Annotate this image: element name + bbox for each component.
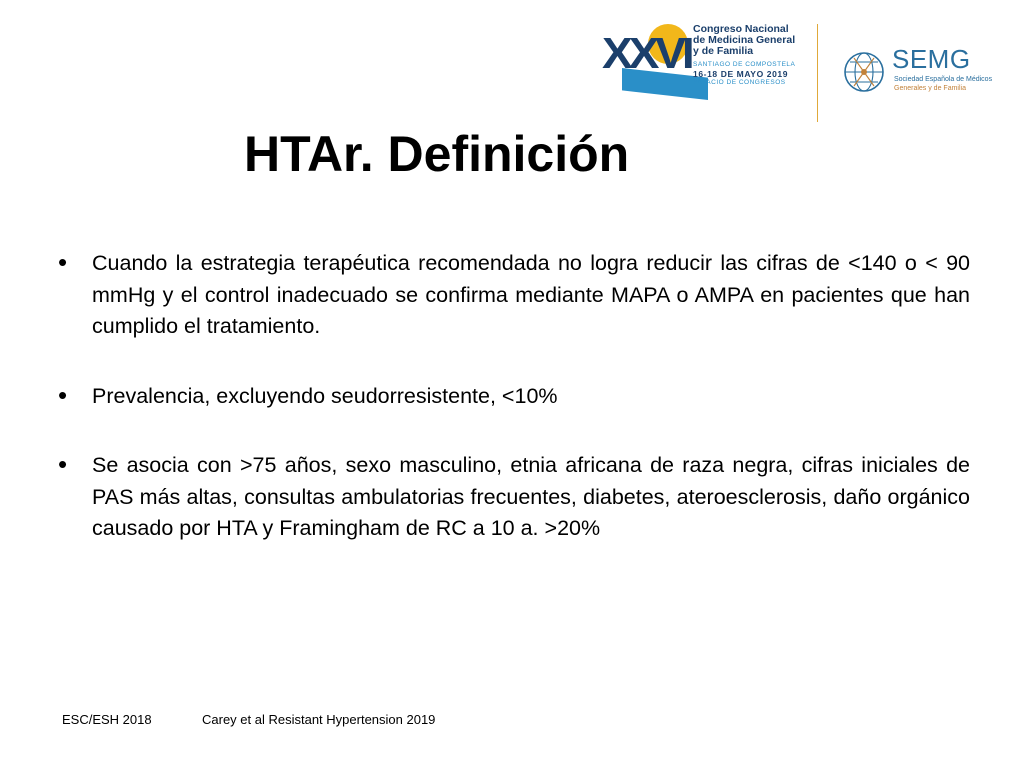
footer-reference-carey: Carey et al Resistant Hypertension 2019 — [202, 712, 436, 727]
congress-city: SANTIAGO DE COMPOSTELA — [693, 61, 796, 68]
semg-logo — [842, 44, 993, 100]
bullet-text: Cuando la estrategia terapéutica recomendada no logra reducir las cifras de <140 o < 90 mmHg y el control inadecuado se confirma mediante MAPA o AMPA en pacientes que han cumplido el tratamiento. — [92, 251, 970, 338]
congress-line-1: Congreso Nacional — [693, 23, 789, 35]
bullet-text: Se asocia con >75 años, sexo masculino, etnia africana de raza negra, cifras iniciales de PAS más altas, consultas ambulatorias frecuentes, diabetes, ateroesclerosis, daño orgánico causado por HTA y Framingham de RC a 10 a. >20% — [92, 453, 970, 540]
congress-dates: 16-18 DE MAYO 2019 — [693, 69, 789, 79]
bullet-item-definition — [56, 248, 970, 343]
bullet-text: Prevalencia, excluyendo seudorresistente, <10% — [92, 383, 558, 408]
congress-numeral: XXVI — [602, 29, 691, 78]
globe-emblem-icon — [842, 50, 886, 94]
congress-venue: PALACIO DE CONGRESOS — [693, 79, 786, 86]
bullet-marker: • — [58, 449, 68, 479]
bullet-marker: • — [58, 379, 68, 410]
semg-subtitle-1: Sociedad Española de Médicos — [894, 76, 993, 83]
bullet-item-prevalence — [56, 381, 970, 413]
semg-wordmark: SEMG — [892, 44, 971, 74]
congress-line-2: de Medicina General — [693, 34, 796, 46]
footer-reference-esc: ESC/ESH 2018 — [62, 712, 152, 727]
congress-logo — [600, 22, 800, 104]
slide-title: HTAr. Definición — [244, 126, 630, 182]
semg-subtitle-2: Generales y de Familia — [894, 85, 966, 92]
congress-line-3: y de Familia — [693, 45, 754, 57]
bullet-marker: • — [58, 247, 68, 277]
bullet-item-associations — [56, 450, 970, 545]
congress-text-block — [693, 24, 799, 87]
logo-divider — [817, 24, 818, 122]
bullet-list — [56, 248, 970, 545]
